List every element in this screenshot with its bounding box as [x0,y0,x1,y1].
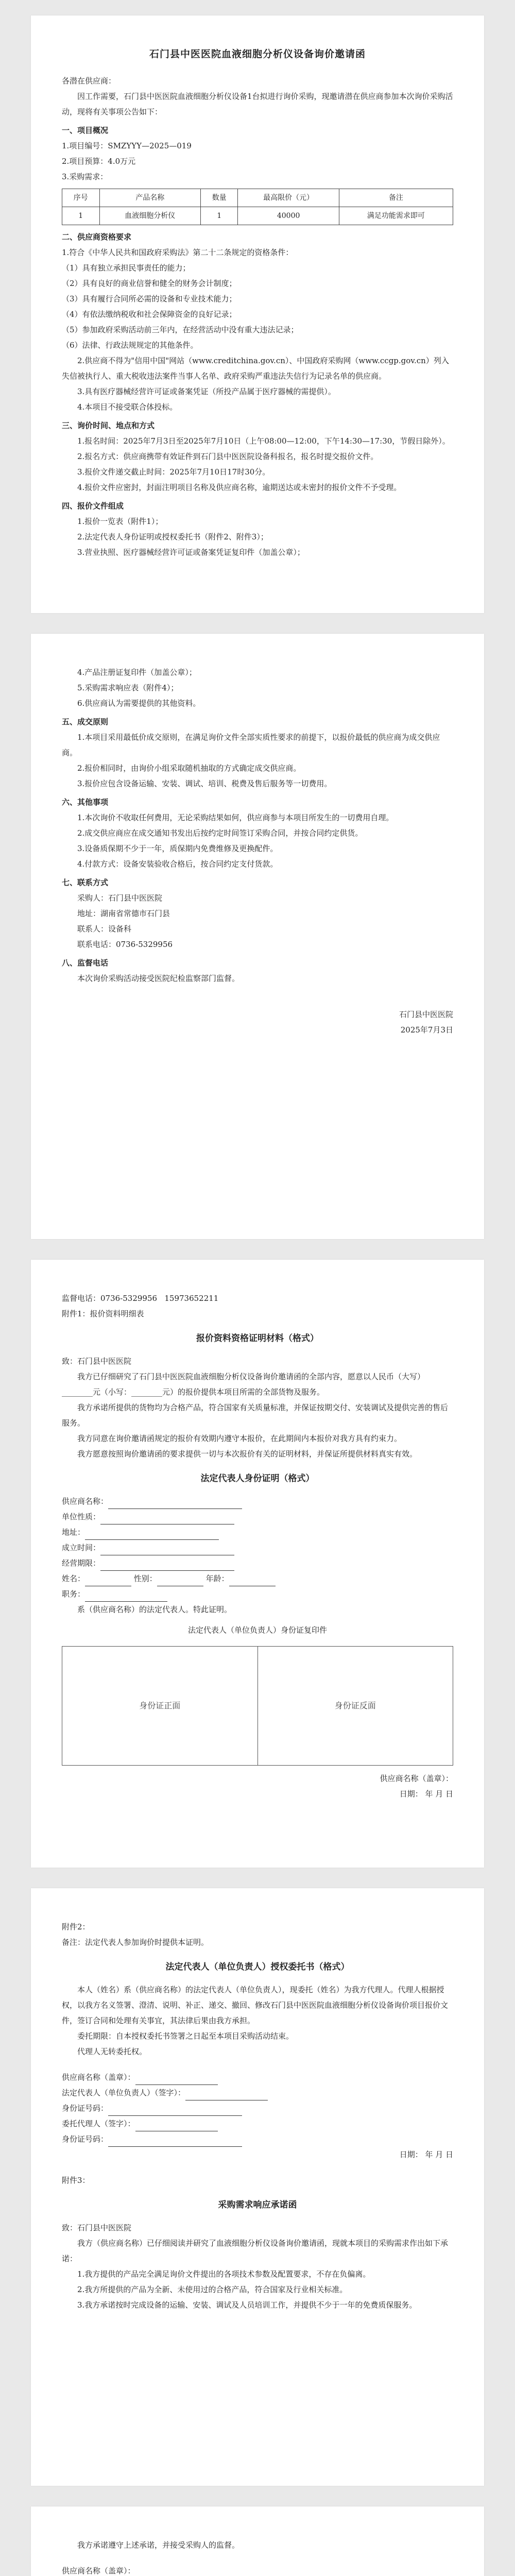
list-item: （2）具有良好的商业信誉和健全的财务会计制度； [62,279,237,288]
field-label: 职务： [62,1589,85,1599]
form-field [62,2100,453,2116]
list-item: （6）法律、行政法规规定的其他条件。 [62,341,198,350]
body-paragraph: 委托期限：自本授权委托书签署之日起至本项目采购活动结束。 [77,2031,294,2041]
body-paragraph: 我方愿意按照询价邀请函的要求提供一切与本次报价有关的证明材料，并保证所提供材料真实有效。 [77,1449,418,1459]
form-title: 报价资料资格证明材料（格式） [196,1333,319,1344]
attachment-label: 附件2： [62,1922,90,1931]
attachment-label: 附件3： [62,2176,90,2185]
table-cell: 血液细胞分析仪 [99,207,200,225]
attachment-label: 附件1： [62,1309,90,1318]
list-item: （5）参加政府采购活动前三年内，在经营活动中没有重大违法记录； [62,325,299,334]
body-paragraph: 我方承诺遵守上述承诺，并接受采购人的监督。 [77,2540,240,2550]
table-cell: 1 [62,207,100,225]
form-field [62,1586,453,1602]
list-item: 1.本次询价不收取任何费用，无论采购结果如何，供应商参与本项目所发生的一切费用自理。 [77,813,394,822]
list-item: 3.设备质保期不少于一年，质保期内免费维修及更换配件。 [77,844,278,853]
signoff-org: 石门县中医医院 [399,1010,453,1019]
section-heading: 八、监督电话 [62,958,109,968]
list-item: 3.报价应包含设备运输、安装、调试、培训、税费及售后服务等一切费用。 [77,779,332,788]
list-item: 1.报价一览表（附件1）； [77,517,163,526]
body-paragraph: 2.我方所提供的产品为全新、未使用过的合格产品，符合国家及行业相关标准。 [77,2285,348,2294]
document-page-4 [31,1888,484,2486]
blank-line [229,1577,276,1586]
body-paragraph: 我方（供应商名称）已仔细阅读并研究了血液细胞分析仪设备询价邀请函，现就本项目的采购需求作出如下承诺： [62,2239,449,2263]
list-item: 2.报价相同时，由询价小组采取随机抽取的方式确定成交供应商。 [77,764,301,773]
document-page-3 [31,1260,484,1868]
list-item: 1.报名时间：2025年7月3日至2025年7月10日（上午08:00—12:00，下午14:30—17:30，节假日除外）。 [77,436,450,446]
document-page-1 [31,15,484,613]
supervision-phone: 监督电话：0736-5329956 [62,1294,158,1303]
list-item: 4.报价文件应密封，封面注明项目名称及供应商名称，逾期送达或未密封的报价文件不予受理。 [77,483,402,492]
field-label: 联系人： [77,924,109,934]
blank-line [135,2075,218,2085]
field-label: 成立时间： [62,1543,101,1552]
body-paragraph: 我方承诺所提供的货物均为合格产品，符合国家有关质量标准，并保证按期交付、安装调试及提供完善的售后服务。 [62,1403,449,1428]
list-item: 4.付款方式：设备安装验收合格后，按合同约定支付货款。 [77,859,278,869]
signature-line: 供应商名称（盖章）： [380,1774,453,1783]
attachment-line [62,1306,453,1321]
body-paragraph: 代理人无转委托权。 [77,2047,147,2056]
document-page-5 [31,2506,484,2576]
field-label: 供应商名称（盖章）： [62,2073,135,2082]
table-row [62,207,453,225]
field-label: 地址： [62,1528,85,1537]
blank-line [100,1561,234,1571]
project-budget: 2.项目预算：4.0万元 [62,157,136,166]
list-item: 3.营业执照、医疗器械经营许可证或备案凭证复印件（加盖公章）； [77,548,305,557]
document-page-2 [31,634,484,1239]
supervision-phone-line [62,1291,453,1306]
blank-line [100,1515,234,1524]
section-heading: 一、项目概况 [62,126,109,135]
form-field [62,1540,453,1555]
procurement-needs: 3.采购需求： [62,172,108,181]
body-paragraph: 我方已仔细研究了石门县中医医院血液细胞分析仪设备询价邀请函的全部内容，愿意以人民币（大写）________元（小写：________元）的报价提供本项目所需的全部货物及服务。 [62,1372,425,1397]
note-line: 备注：法定代表人参加询价时提供本证明。 [62,1938,209,1947]
list-item: 1.本项目采用最低价成交原则，在满足询价文件全部实质性要求的前提下，以报价最低的供应商为成交供应商。 [62,733,440,757]
field-label: 地址： [77,909,101,918]
contact-value: 设备科 [108,924,132,934]
form-field [62,2563,453,2576]
list-item: （1）具有独立承担民事责任的能力； [62,263,191,273]
date-line: 日期： 年 月 日 [399,2150,453,2159]
form-field [62,2085,453,2100]
addressee: 致：石门县中医医院 [62,1357,132,1366]
contact-line [62,921,453,937]
list-item: 2.报名方式：供应商携带有效证件到石门县中医医院设备科报名，报名时提交报价文件。 [77,452,379,461]
section-heading: 三、询价时间、地点和方式 [62,421,155,430]
section-heading: 二、供应商资格要求 [62,232,132,242]
document-title: 石门县中医医院血液细胞分析仪设备询价邀请函 [149,48,366,60]
id-card-back: 身份证反面 [258,1647,453,1765]
form-title: 法定代表人（单位负责人）授权委托书（格式） [165,1962,350,1972]
table-header: 备注 [339,189,453,207]
supervision-phone-2: 15973652211 [164,1294,219,1303]
project-number: 1.项目编号：SMZYYY—2025—019 [62,141,192,150]
blank-line [108,2106,242,2116]
form-title: 采购需求响应承诺函 [218,2200,297,2210]
field-label: 单位性质： [62,1512,101,1521]
list-item: （3）具有履行合同所必需的设备和专业技术能力； [62,294,237,303]
id-card-front: 身份证正面 [139,1701,181,1710]
table-header: 最高限价（元） [238,189,339,207]
requirements-table [62,189,453,225]
blank-line [85,1592,167,1602]
form-field [62,1555,453,1571]
id-card-title: 法定代表人（单位负责人）身份证复印件 [187,1625,327,1635]
sub-form-title: 法定代表人身份证明（格式） [200,1473,315,1484]
blank-line [157,1577,203,1586]
addressee: 致：石门县中医医院 [62,2223,132,2232]
table-header: 序号 [62,189,100,207]
field-label: 身份证号码： [62,2134,109,2144]
form-field [62,1571,453,1586]
blank-line [108,2137,242,2147]
list-item: 1.符合《中华人民共和国政府采购法》第二十二条规定的资格条件： [62,248,294,257]
signoff-date: 2025年7月3日 [400,1025,453,1035]
section-heading: 四、报价文件组成 [62,501,124,511]
field-label: 法定代表人（单位负责人）（签字）： [62,2088,186,2097]
form-field [62,1524,453,1540]
field-label: 委托代理人（签字）： [62,2119,135,2128]
body-paragraph: 1.我方提供的产品完全满足询价文件提出的各项技术参数及配置要求，不存在负偏离。 [77,2269,371,2279]
intro-paragraph: 因工作需要，石门县中医医院血液细胞分析仪设备1台拟进行询价采购，现邀请潜在供应商参加本次询价采购活动，现将有关事项公告如下： [62,92,453,116]
buyer-line [62,890,453,906]
list-item: （4）有依法缴纳税收和社会保障资金的良好记录； [62,310,237,319]
field-label: 经营期限： [62,1558,101,1568]
table-header: 产品名称 [99,189,200,207]
list-item: 5.采购需求响应表（附件4）； [77,683,179,692]
field-label: 供应商名称： [62,1497,109,1506]
section-heading: 七、联系方式 [62,878,109,887]
salutation: 各潜在供应商： [62,76,116,86]
list-item: 4.产品注册证复印件（加盖公章）； [77,668,197,677]
supervision-text: 本次询价采购活动接受医院纪检监察部门监督。 [77,974,240,983]
table-cell: 40000 [238,207,339,225]
attachment-title: 报价资料明细表 [90,1309,144,1318]
blank-line [85,1577,131,1586]
list-item: 2.法定代表人身份证明或授权委托书（附件2、附件3）； [77,532,268,541]
list-item: 6.供应商认为需要提供的其他资料。 [77,699,201,708]
field-label: 年龄： [205,1574,229,1583]
blank-line [85,1530,219,1540]
blank-line [135,2569,218,2576]
phone-line [62,937,453,952]
blank-line [185,2091,268,2100]
body-paragraph: 我方同意在询价邀请函规定的报价有效期内遵守本报价，在此期间内本报价对我方具有约束力。 [77,1434,402,1443]
field-label: 身份证号码： [62,2104,109,2113]
body-paragraph: 本人（姓名）系（供应商名称）的法定代表人（单位负责人），现委托（姓名）为我方代理人。代理人根据授权，以我方名义签署、澄清、说明、补正、递交、撤回、修改石门县中医医院血液细胞分析仪设备询价项目报价文件，签订合同和处理有关事宜，其法律后果由我方承担。 [62,1985,449,2025]
field-label: 采购人： [77,893,109,903]
list-item: 4.本项目不接受联合体投标。 [77,402,178,412]
address-line [62,906,453,921]
list-item: 3.具有医疗器械经营许可证或备案凭证（所投产品属于医疗器械的需提供）。 [77,387,336,396]
form-field [62,1494,453,1509]
field-label: 姓名： [62,1574,85,1583]
section-heading: 五、成交原则 [62,717,109,726]
blank-line [108,1499,242,1509]
declaration: 系（供应商名称）的法定代表人。特此证明。 [77,1605,232,1614]
table-cell: 1 [200,207,238,225]
address-value: 湖南省常德市石门县 [100,909,170,918]
buyer-name: 石门县中医医院 [108,893,163,903]
form-field [62,1509,453,1524]
list-item: 2.成交供应商应在成交通知书发出后按约定时间签订采购合同，并按合同约定供货。 [77,828,363,838]
form-field [62,2070,453,2085]
field-label: 联系电话： [77,940,116,949]
blank-line [100,1546,234,1555]
body-paragraph: 3.我方承诺按时完成设备的运输、安装、调试及人员培训工作，并提供不少于一年的免费质保服务。 [77,2300,417,2310]
id-card-box [62,1646,453,1766]
section-heading: 六、其他事项 [62,798,109,807]
blank-line [135,2122,218,2131]
table-header: 数量 [200,189,238,207]
list-item: 2.供应商不得为"信用中国"网站（www.creditchina.gov.cn）、中国政府采购网（www.ccgp.gov.cn）列入失信被执行人、重大税收违法案件当事人名单、政府采购严重违法失信行为记录名单的供应商。 [62,356,449,381]
phone-value: 0736-5329956 [116,940,173,949]
date-line: 日期： 年 月 日 [399,1789,453,1799]
list-item: 3.报价文件递交截止时间：2025年7月10日17时30分。 [77,467,270,477]
form-field [62,2131,453,2147]
form-field [62,2116,453,2131]
field-label: 性别： [133,1574,157,1583]
field-label: 供应商名称（盖章）： [62,2566,135,2575]
table-cell: 满足功能需求即可 [339,207,453,225]
